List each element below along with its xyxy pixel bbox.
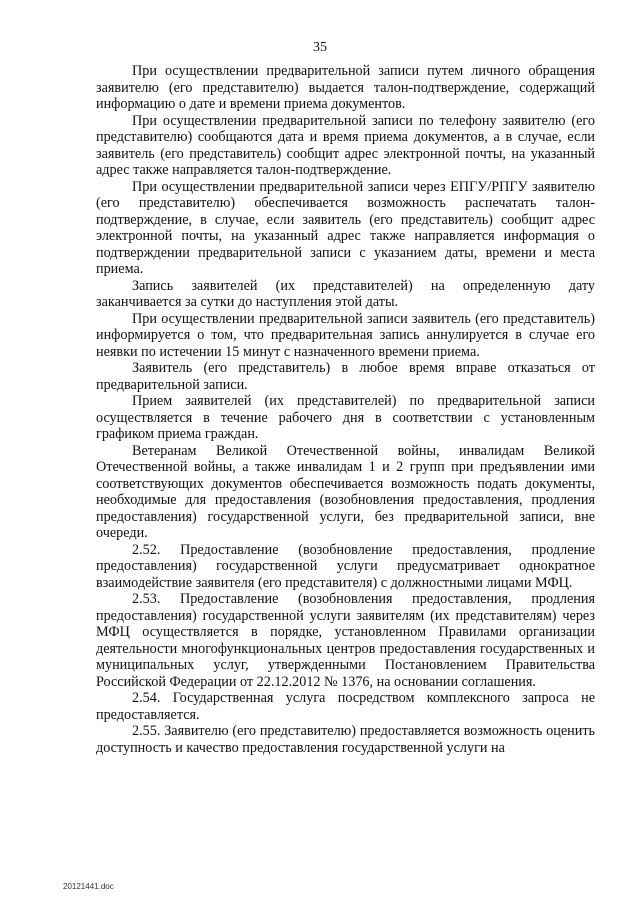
file-name-footer: 20121441.doc [63, 882, 114, 891]
paragraph-clause-2-54: 2.54. Государственная услуга посредством комплексного запроса не предоставляется. [96, 690, 595, 723]
paragraph-clause-2-55: 2.55. Заявителю (его представителю) предоставляется возможность оценить доступность и качество предоставления государственной услуги на [96, 723, 595, 756]
paragraph-reception-schedule: Прием заявителей (их представителей) по предварительной записи осуществляется в течение рабочего дня в соответствии с установленным графиком приема граждан. [96, 393, 595, 442]
paragraph-veterans-priority: Ветеранам Великой Отечественной войны, инвалидам Великой Отечественной войны, а также инвалидам 1 и 2 групп при предъявлении ими соответствующих документов обеспечивается возможность подать документы, необходимые для предоставления (возобновления предоставления, продления предоставления) государственной услуги, без предварительной записи, вне очереди. [96, 442, 595, 541]
paragraph-phone-appointment: При осуществлении предварительной записи по телефону заявителю (его представителю) сообщаются дата и время приема документов, а в случае, если заявитель (его представитель) сообщит адрес электронной почты, на указанный адрес также направляется талон-подтверждение. [96, 112, 595, 178]
paragraph-appointment-deadline: Запись заявителей (их представителей) на определенную дату заканчивается за сутки до наступления этой даты. [96, 277, 595, 310]
paragraph-clause-2-53: 2.53. Предоставление (возобновления предоставления, продления предоставления) государственной услуги заявителям (их представителям) через МФЦ осуществляется в порядке, установленном Правилами организации деятельности многофункциональных центров предоставления государственных и муниципальных услуг, утвержденными Постановлением Правительства Российской Федерации от 22.12.2012 № 1376, на основании соглашения. [96, 591, 595, 690]
page-number: 35 [313, 40, 327, 55]
paragraph-refuse-appointment: Заявитель (его представитель) в любое время вправе отказаться от предварительной записи. [96, 360, 595, 393]
paragraph-in-person-appointment: При осуществлении предварительной записи путем личного обращения заявителю (его представителю) выдается талон-подтверждение, содержащий информацию о дате и времени приема документов. [96, 63, 595, 112]
paragraph-clause-2-52: 2.52. Предоставление (возобновление предоставления, продление предоставления) государственной услуги предусматривает однократное взаимодействие заявителя (его представителя) с должностными лицами МФЦ. [96, 541, 595, 591]
document-body [96, 63, 595, 756]
paragraph-epgu-appointment: При осуществлении предварительной записи через ЕПГУ/РПГУ заявителю (его представителю) обеспечивается возможность распечатать талон-подтверждение, в случае, если заявитель (его представитель) сообщит адрес электронной почты, на указанный адрес также направляется информация о подтверждении предварительной записи с указанием даты, времени и места приема. [96, 178, 595, 277]
paragraph-appointment-cancellation: При осуществлении предварительной записи заявитель (его представитель) информируется о том, что предварительная запись аннулируется в случае его неявки по истечении 15 минут с назначенного времени приема. [96, 310, 595, 360]
